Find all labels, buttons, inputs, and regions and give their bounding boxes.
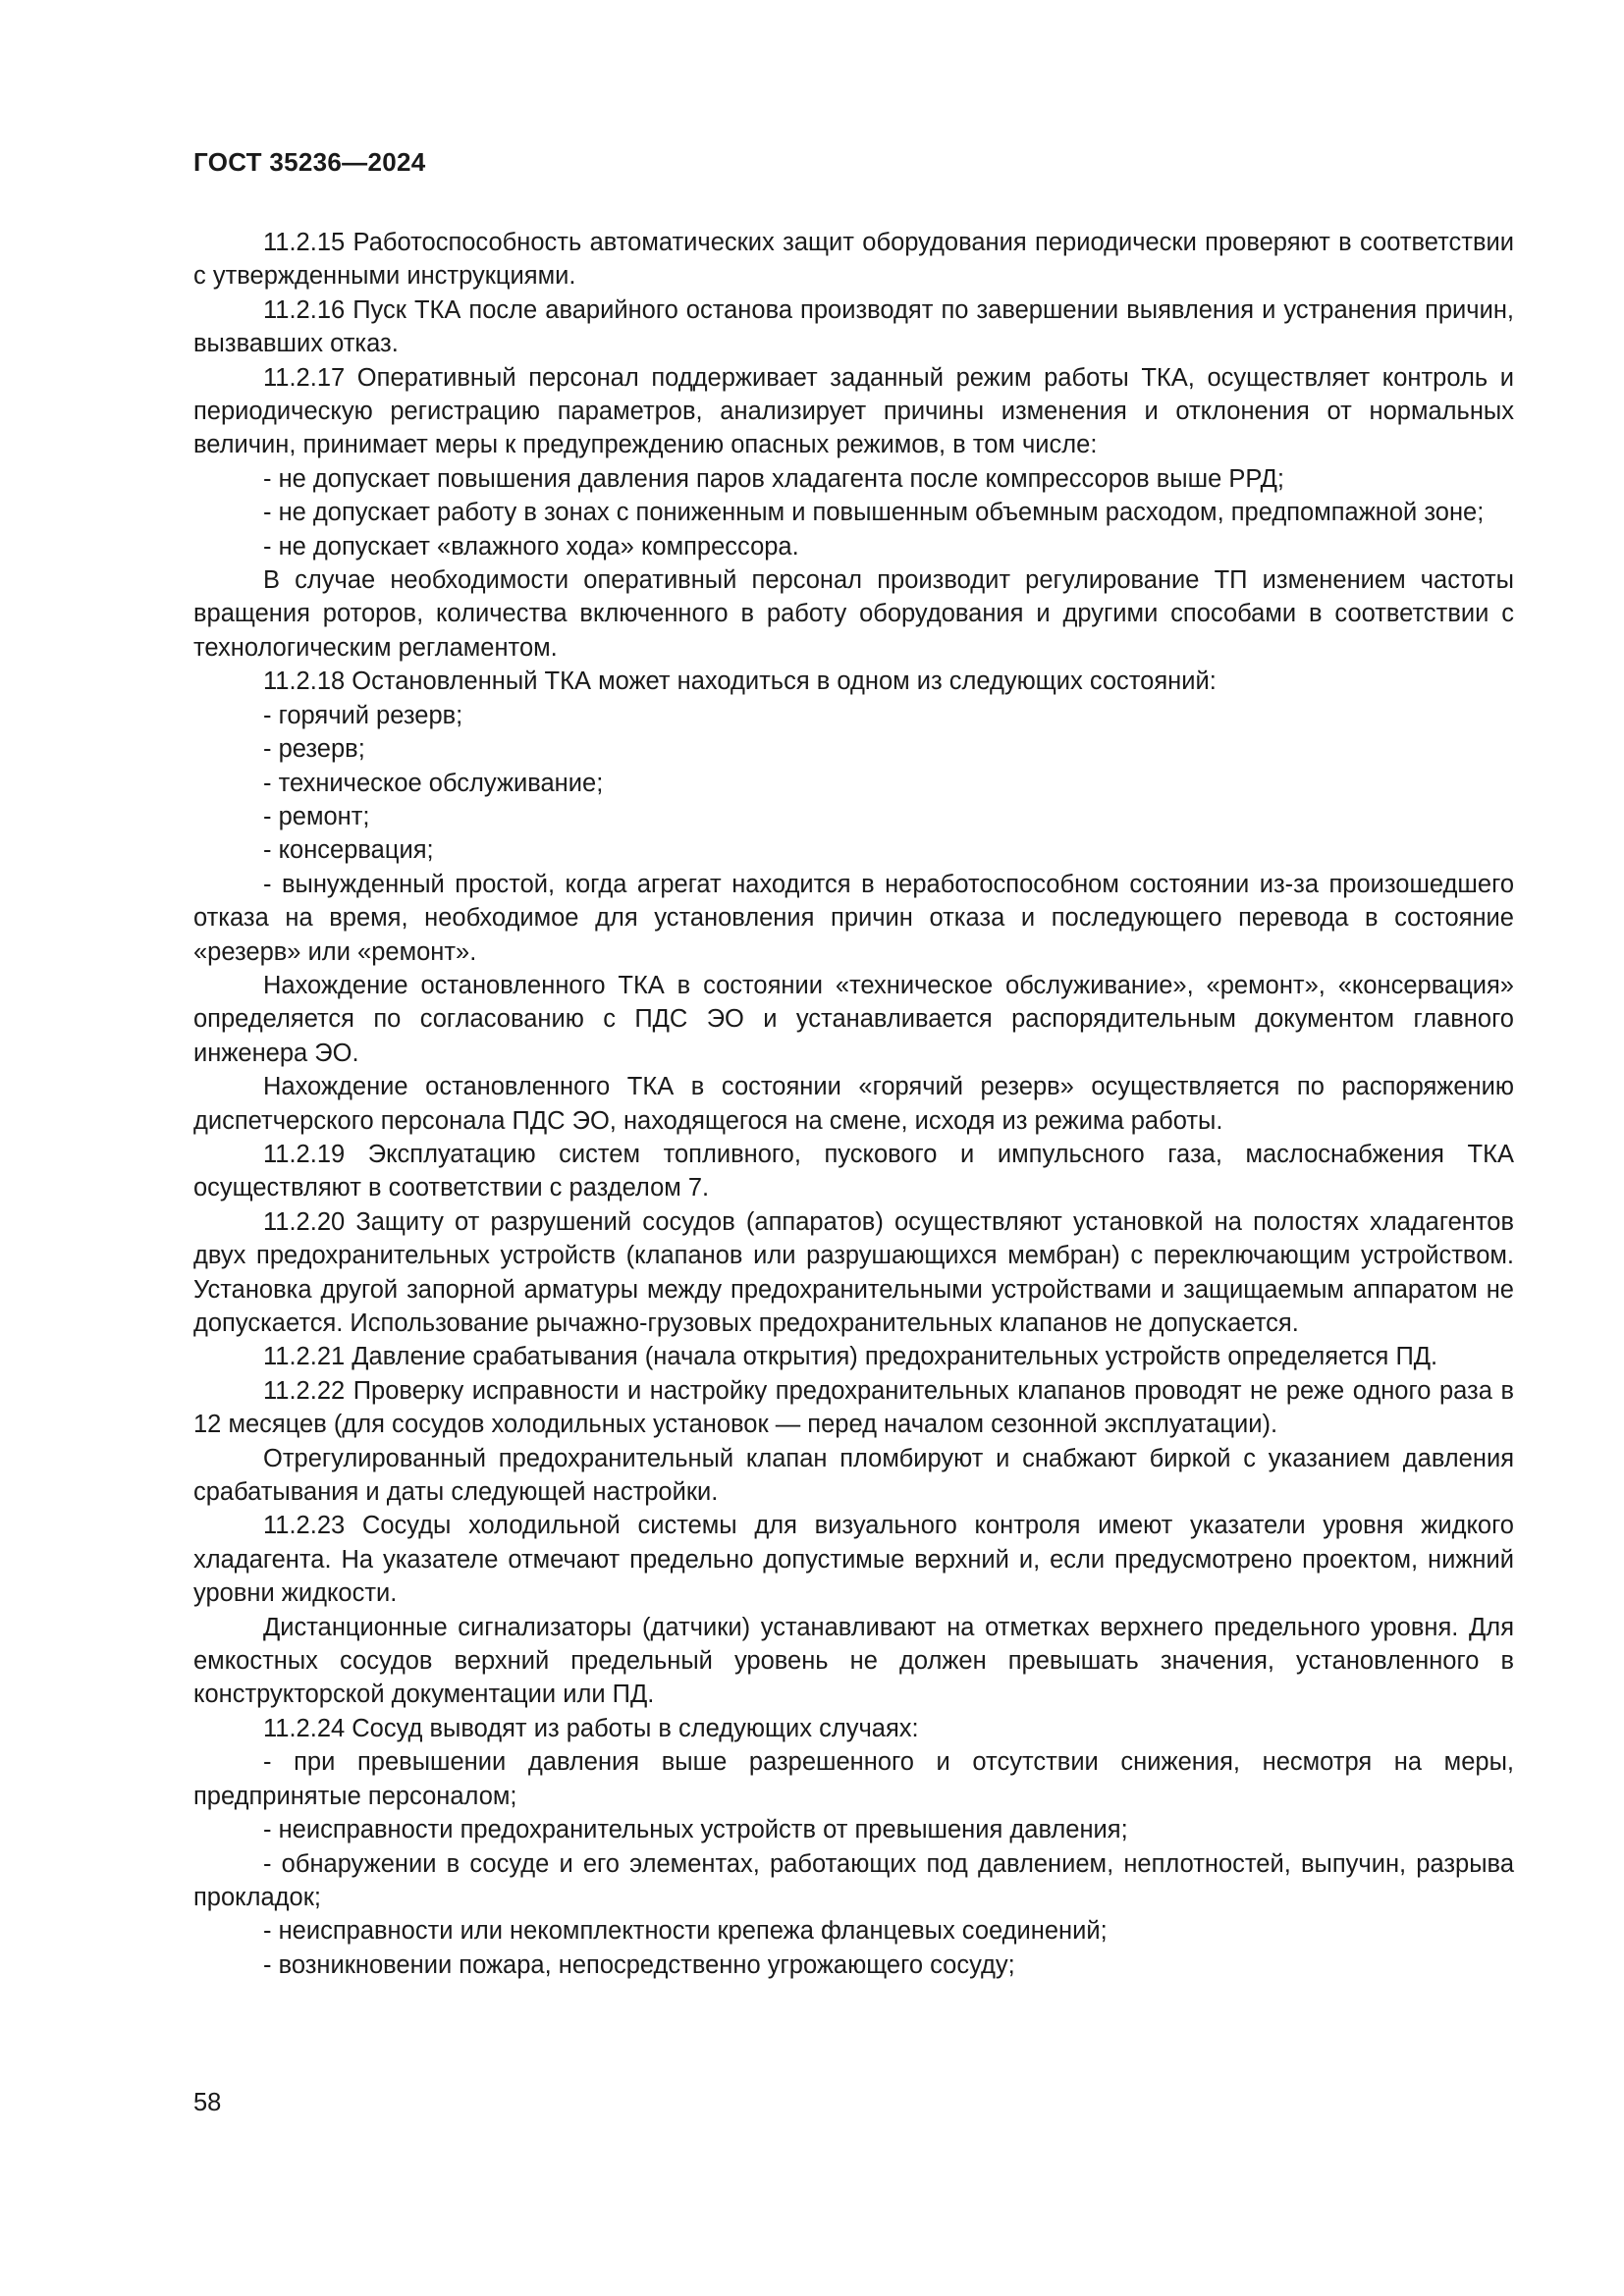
paragraph: 11.2.16 Пуск ТКА после аварийного останова производят по завершении выявления и устранения причин, вызвавших отказ. (193, 295, 1514, 358)
paragraph: 11.2.17 Оперативный персонал поддерживает заданный режим работы ТКА, осуществляет контроль и периодическую регистрацию параметров, анализирует причины изменения и отклонения от нормальных величин, принимает меры к предупреждению опасных режимов, в том числе: (193, 363, 1514, 459)
paragraph: Отрегулированный предохранительный клапан пломбируют и снабжают биркой с указанием давления срабатывания и даты следующей настройки. (193, 1444, 1514, 1507)
list-item: - не допускает работу в зонах с пониженным и повышенным объемным расходом, предпомпажной зоне; (263, 499, 1485, 527)
list-item: - неисправности или некомплектности крепежа фланцевых соединений; (263, 1917, 1108, 1946)
paragraph: 11.2.24 Сосуд выводят из работы в следующих случаях: (263, 1714, 919, 1742)
paragraph: 11.2.21 Давление срабатывания (начала открытия) предохранительных устройств определяется ПД. (263, 1343, 1438, 1371)
list-item: - не допускает «влажного хода» компрессора. (263, 532, 799, 561)
list-item: - обнаружении в сосуде и его элементах, работающих под давлением, неплотностей, выпучин, разрыва прокладок; (193, 1849, 1514, 1911)
list-item: - неисправности предохранительных устройств от превышения давления; (263, 1816, 1128, 1844)
paragraph: 11.2.23 Сосуды холодильной системы для визуального контроля имеют указатели уровня жидкого хладагента. На указателе отмечают предельно допустимые верхний и, если предусмотрено проектом, нижний уровни жидкости. (193, 1512, 1514, 1608)
page-number: 58 (193, 2089, 222, 2116)
paragraph: Нахождение остановленного ТКА в состоянии «горячий резерв» осуществляется по распоряжению диспетчерского персонала ПДС ЭО, находящегося на смене, исходя из режима работы. (193, 1073, 1514, 1135)
list-item: - техническое обслуживание; (263, 769, 604, 797)
paragraph: В случае необходимости оперативный персонал производит регулирование ТП изменением частоты вращения роторов, количества включенного в работу оборудования и другими способами в соответствии с технологическим регламентом. (193, 566, 1514, 662)
paragraph: 11.2.22 Проверку исправности и настройку предохранительных клапанов проводят не реже одного раза в 12 месяцев (для сосудов холодильных установок — перед началом сезонной эксплуатации). (193, 1376, 1514, 1439)
list-item: - вынужденный простой, когда агрегат находится в неработоспособном состоянии из-за произошедшего отказа на время, необходимое для установления причин отказа и последующего перевода в состояние «резерв» или «ремонт». (193, 870, 1514, 966)
list-item: - консервация; (263, 836, 434, 865)
list-item: - резерв; (263, 735, 365, 764)
paragraph: 11.2.18 Остановленный ТКА может находиться в одном из следующих состояний: (263, 667, 1217, 696)
list-item: - возникновении пожара, непосредственно угрожающего сосуду; (263, 1950, 1015, 1979)
paragraph: Дистанционные сигнализаторы (датчики) устанавливают на отметках верхнего предельного уровня. Для емкостных сосудов верхний предельный уровень не должен превышать значения, установленного в конструкторской документации или ПД. (193, 1613, 1514, 1709)
list-item: - горячий резерв; (263, 701, 463, 729)
list-item: - ремонт; (263, 802, 370, 830)
list-item: - при превышении давления выше разрешенного и отсутствии снижения, несмотря на меры, предпринятые персоналом; (193, 1748, 1514, 1810)
paragraph: Нахождение остановленного ТКА в состоянии «техническое обслуживание», «ремонт», «консервация» определяется по согласованию с ПДС ЭО и устанавливается распорядительным документом главного инженера ЭО. (193, 971, 1514, 1067)
list-item: - не допускает повышения давления паров хладагента после компрессоров выше РРД; (263, 464, 1284, 493)
document-body (193, 226, 1514, 1982)
document-header: ГОСТ 35236—2024 (193, 147, 426, 177)
paragraph: 11.2.20 Защиту от разрушений сосудов (аппаратов) осуществляют установкой на полостях хладагентов двух предохранительных устройств (клапанов или разрушающихся мембран) с переключающим устройством. Установка другой запорной арматуры между предохранительными устройствами и защищаемым аппаратом не допускается. Использование рычажно-грузовых предохранительных клапанов не допускается. (193, 1207, 1514, 1337)
paragraph: 11.2.15 Работоспособность автоматических защит оборудования периодически проверяют в соответствии с утвержденными инструкциями. (193, 229, 1514, 291)
paragraph: 11.2.19 Эксплуатацию систем топливного, пускового и импульсного газа, маслоснабжения ТКА осуществляют в соответствии с разделом 7. (193, 1140, 1514, 1202)
